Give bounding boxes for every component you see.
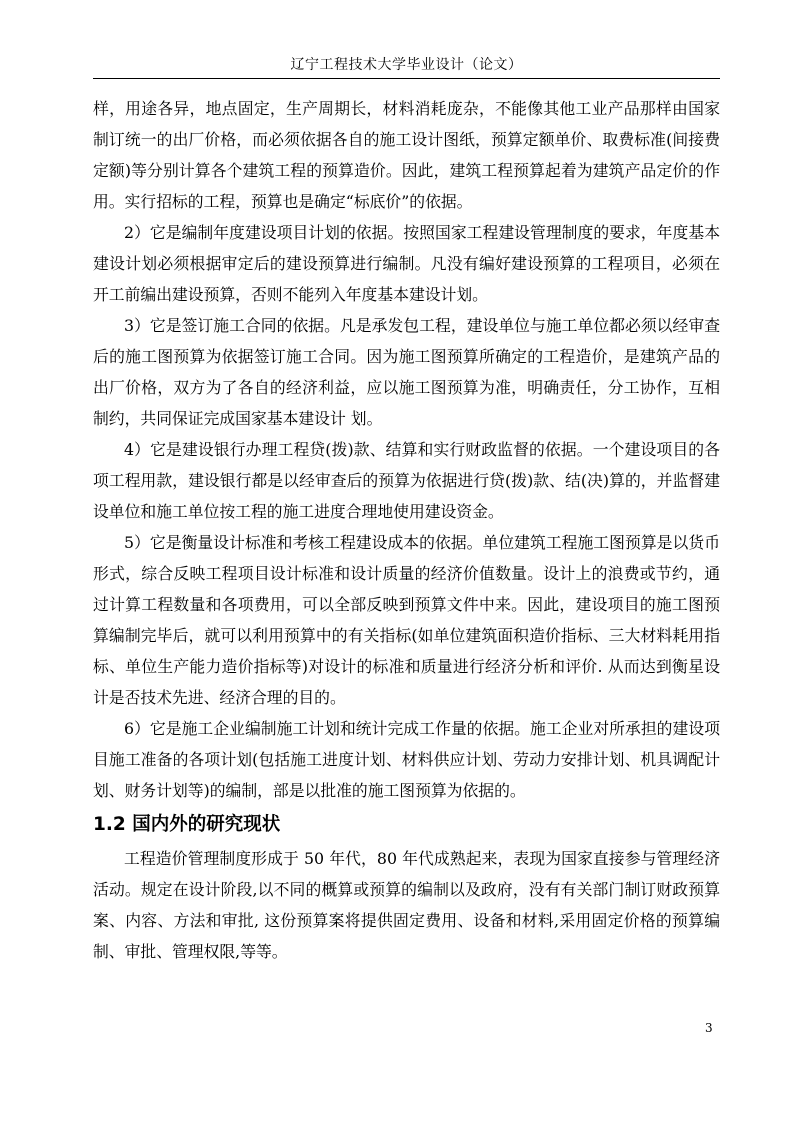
body-paragraph: 6）它是施工企业编制施工计划和统计完成工作量的依据。施工企业对所承担的建设项目施工准备的各项计划(包括施工进度计划、材料供应计划、劳动力安排计划、机具调配计划、财务计划等)的编制，部是以批准的施工图预算为依据的。 xyxy=(93,719,720,800)
body-paragraph: 3）它是签订施工合同的依据。凡是承发包工程，建设单位与施工单位都必须以经审查后的施工图预算为依据签订施工合同。因为施工图预算所确定的工程造价，是建筑产品的出厂价格，双方为了各自的经济利益，应以施工图预算为准，明确责任，分工协作，互相制约，共同保证完成国家基本建设计 划。 xyxy=(93,316,720,428)
body-paragraph: 样，用途各异，地点固定，生产周期长，材料消耗庞杂，不能像其他工业产品那样由国家制订统一的出厂价格，而必须依据各自的施工设计图纸，预算定额单价、取费标准(间接费定额)等分别计算各个建筑工程的预算造价。因此，建筑工程预算起着为建筑产品定价的作用。实行招标的工程，预算也是确定“标底价”的依据。 xyxy=(93,99,720,211)
header-divider xyxy=(93,78,720,79)
body-paragraph: 4）它是建设银行办理工程贷(拨)款、结算和实行财政监督的依据。一个建设项目的各项工程用款，建设银行都是以经审查后的预算为依据进行贷(拨)款、结(决)算的，并监督建设单位和施工单位按工程的施工进度合理地使用建设资金。 xyxy=(93,440,720,521)
body-paragraph: 5）它是衡量设计标准和考核工程建设成本的依据。单位建筑工程施工图预算是以货币形式，综合反映工程项目设计标准和设计质量的经济价值数量。设计上的浪费或节约，通过计算工程数量和各项费用，可以全部反映到预算文件中来。因此，建设项目的施工图预算编制完毕后，就可以利用预算中的有关指标(如单位建筑面积造价指标、三大材料耗用指标、单位生产能力造价指标等)对设计的标准和质量进行经济分析和评价. 从而达到衡星设计是否技术先进、经济合理的目的。 xyxy=(93,533,720,707)
body-paragraph: 2）它是编制年度建设项目计划的依据。按照国家工程建设管理制度的要求，年度基本建设计划必须根据审定后的建设预算进行编制。凡没有编好建设预算的工程项目，必须在开工前编出建设预算，否则不能列入年度基本建设计划。 xyxy=(93,223,720,304)
section-heading: 1.2 国内外的研究现状 xyxy=(93,814,281,835)
running-header: 辽宁工程技术大学毕业设计（论文） xyxy=(290,57,523,73)
page-number: 3 xyxy=(705,1021,713,1035)
page-body xyxy=(93,93,720,967)
body-paragraph: 工程造价管理制度形成于 50 年代，80 年代成熟起来，表现为国家直接参与管理经济活动。规定在设计阶段,以不同的概算或预算的编制以及政府，没有有关部门制订财政预算案、内容、方法和审批, 这份预算案将提供固定费用、设备和材料,采用固定价格的预算编制、审批、管理权限,等等。 xyxy=(93,849,720,961)
